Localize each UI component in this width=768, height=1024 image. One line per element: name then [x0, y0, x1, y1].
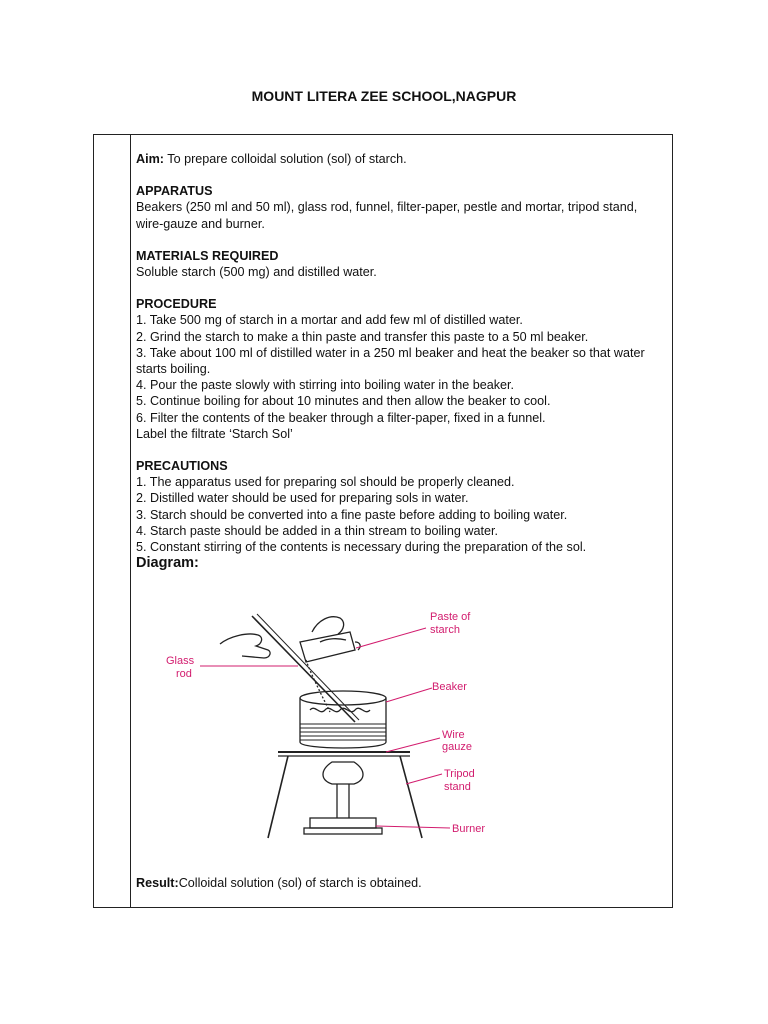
result-text: Colloidal solution (sol) of starch is obtained. — [178, 876, 422, 890]
tripod-leg-drawing — [400, 756, 422, 838]
apparatus-diagram — [160, 602, 500, 844]
label-paste: Paste of — [430, 611, 471, 623]
procedure-step: Label the filtrate ‘Starch Sol’ — [136, 426, 293, 441]
table-column-divider — [130, 135, 131, 907]
small-beaker-drawing — [300, 632, 355, 662]
aim-text: To prepare colloidal solution (sol) of starch. — [164, 152, 407, 166]
diagram-heading: Diagram: — [136, 555, 199, 572]
precaution-item: 3. Starch should be converted into a fine paste before adding to boiling water. — [136, 507, 568, 522]
apparatus-text: Beakers (250 ml and 50 ml), glass rod, funnel, filter-paper, pestle and mortar, tripod stand, wire-gauze and burner. — [136, 200, 638, 231]
precaution-item: 2. Distilled water should be used for preparing sols in water. — [136, 491, 469, 506]
burner-drawing — [323, 762, 363, 784]
label-tripod: Tripod — [444, 768, 475, 780]
page-title: MOUNT LITERA ZEE SCHOOL,NAGPUR — [251, 88, 517, 104]
glass-rod-drawing — [252, 616, 355, 722]
procedure-step: 4. Pour the paste slowly with stirring into boiling water in the beaker. — [136, 378, 515, 393]
precautions-heading: PRECAUTIONS — [136, 459, 228, 474]
label-wire-gauze: Wire — [442, 729, 465, 741]
precaution-item: 1. The apparatus used for preparing sol should be properly cleaned. — [136, 475, 515, 490]
aim-line — [136, 151, 666, 167]
experiment-body — [136, 151, 666, 571]
tripod-leg-drawing — [268, 756, 288, 838]
label-paste-line2: starch — [430, 624, 460, 636]
procedure-step: 3. Take about 100 ml of distilled water in a 250 ml beaker and heat the beaker so that water starts boiling. — [136, 345, 645, 377]
procedure-step: 1. Take 500 mg of starch in a mortar and add few ml of distilled water. — [136, 313, 523, 328]
procedure-step: 6. Filter the contents of the beaker through a filter-paper, fixed in a funnel. — [136, 410, 546, 425]
label-wire-gauze-line2: gauze — [442, 741, 472, 753]
precaution-item: 5. Constant stirring of the contents is necessary during the preparation of the sol. — [136, 540, 587, 555]
aim-label: Aim: — [136, 152, 164, 166]
left-hand-drawing — [220, 634, 270, 658]
label-glass-rod-line2: rod — [176, 668, 192, 680]
label-glass-rod: Glass — [166, 655, 195, 667]
procedure-step: 2. Grind the starch to make a thin paste and transfer this paste to a 50 ml beaker. — [136, 329, 589, 344]
apparatus-heading: APPARATUS — [136, 184, 213, 199]
result-label: Result: — [136, 876, 179, 890]
result-line — [136, 876, 422, 890]
label-tripod-line2: stand — [444, 781, 471, 793]
materials-text: Soluble starch (500 mg) and distilled water. — [136, 265, 377, 280]
label-burner: Burner — [452, 823, 486, 835]
procedure-heading: PROCEDURE — [136, 297, 217, 312]
label-beaker: Beaker — [432, 681, 467, 693]
materials-heading: MATERIALS REQUIRED — [136, 248, 279, 263]
wire-gauze-drawing — [300, 724, 386, 740]
precaution-item: 4. Starch paste should be added in a thin stream to boiling water. — [136, 523, 498, 538]
procedure-step: 5. Continue boiling for about 10 minutes and then allow the beaker to cool. — [136, 394, 551, 409]
